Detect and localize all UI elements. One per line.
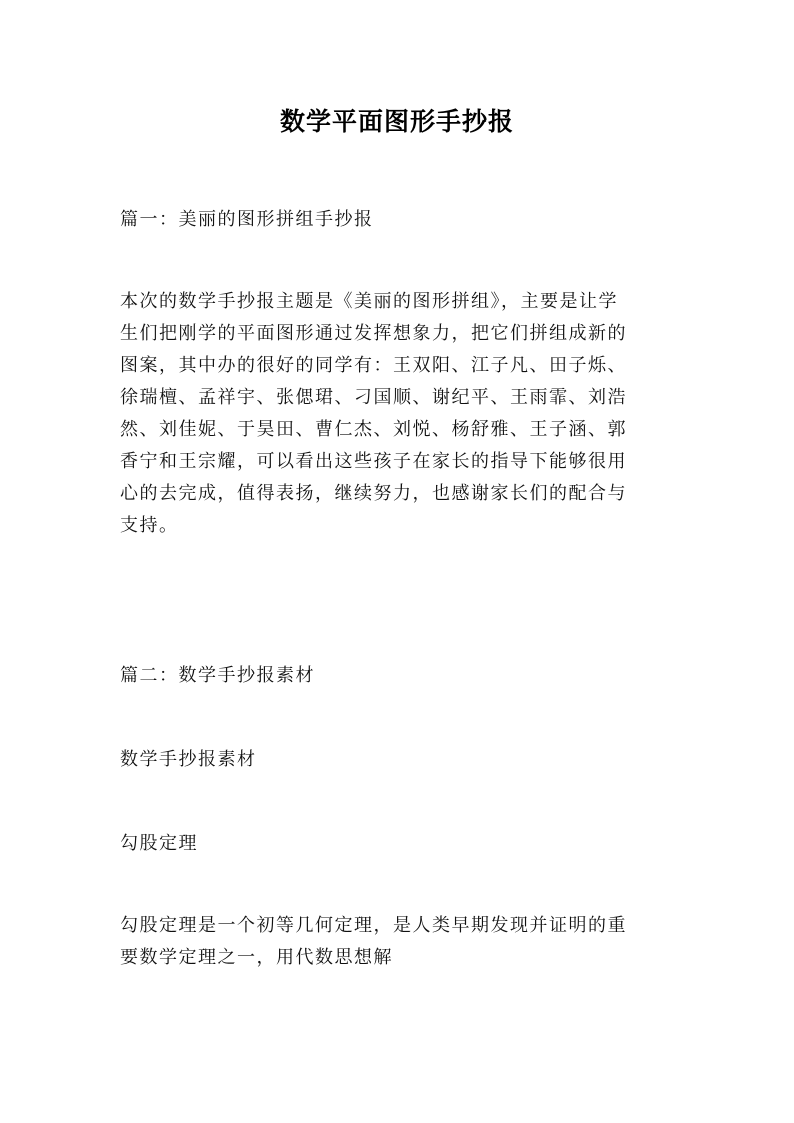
paragraph-line: 要数学定理之一，用代数思想解 [120,947,393,968]
paragraph-line: 勾股定理是一个初等几何定理，是人类早期发现并证明的重 [120,915,627,936]
paragraph-line: 然、刘佳妮、于昊田、曹仁杰、刘悦、杨舒雅、王子涵、郭 [120,419,627,440]
paragraph-line: 图案，其中办的很好的同学有：王双阳、江子凡、田子烁、 [120,355,627,376]
section2-heading: 篇二：数学手抄报素材 [120,665,315,686]
material-heading: 数学手抄报素材 [120,749,257,770]
paragraph-line: 生们把刚学的平面图形通过发挥想象力，把它们拼组成新的 [120,323,627,344]
paragraph-line: 支持。 [120,515,179,536]
section1-heading: 篇一：美丽的图形拼组手抄报 [120,209,374,230]
paragraph-line: 徐瑞檀、孟祥宇、张偲珺、刁国顺、谢纪平、王雨霏、刘浩 [120,387,627,408]
document-title: 数学平面图形手抄报 [279,107,514,136]
paragraph-line: 心的去完成，值得表扬，继续努力，也感谢家长们的配合与 [120,483,627,504]
paragraph-line: 香宁和王宗耀，可以看出这些孩子在家长的指导下能够很用 [120,451,627,472]
theorem-paragraph [120,910,682,974]
theorem-heading: 勾股定理 [120,833,198,854]
section1-paragraph [120,286,682,542]
paragraph-line: 本次的数学手抄报主题是《美丽的图形拼组》，主要是让学 [120,291,618,312]
